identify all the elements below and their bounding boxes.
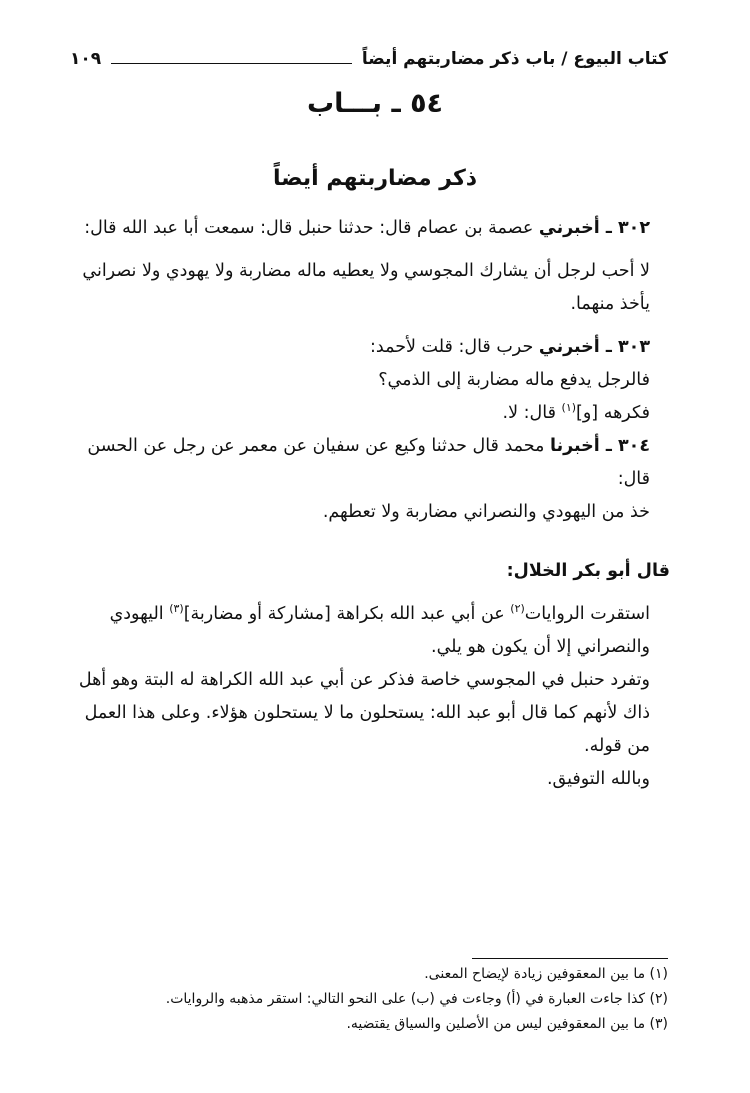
khallal-heading: قال أبو بكر الخلال: — [506, 561, 670, 581]
khallal-p1-b: عن أبي عبد الله بكراهة [مشاركة أو مضاربة] — [183, 604, 511, 624]
narration-304-quote: خذ من اليهودي والنصراني مضاربة ولا تعطهم. — [322, 502, 650, 522]
footnotes — [72, 962, 668, 1037]
narration-302-quote: لا أحب لرجل أن يشارك المجوسي ولا يعطيه ماله مضاربة ولا يهودي ولا نصراني يأخذ منهما. — [82, 261, 650, 314]
page-number: ١٠٩ — [70, 49, 102, 69]
narration-303-lead: ٣٠٣ ـ أخبرني — [538, 337, 650, 357]
khallal-paragraph-1 — [72, 598, 670, 664]
narration-302 — [72, 212, 670, 245]
narration-304-text: محمد قال حدثنا وكيع عن سفيان عن معمر عن رجل عن الحسن قال: — [87, 436, 650, 489]
narration-303 — [72, 331, 670, 364]
footnote-2: (٢) كذا جاءت العبارة في (أ) وجاءت في (ب) على النحو التالي: استقر مذهبه والروايات. — [165, 991, 668, 1007]
narration-302-text: عصمة بن عصام قال: حدثنا حنبل قال: سمعت أبا عبد الله قال: — [84, 218, 539, 238]
footnote-ref-2: (٢) — [510, 602, 525, 616]
khallal-paragraph-3: وبالله التوفيق. — [546, 769, 650, 789]
narration-303-question: فالرجل يدفع ماله مضاربة إلى الذمي؟ — [378, 370, 650, 390]
footnote-1: (١) ما بين المعقوفين زيادة لإيضاح المعنى. — [424, 966, 668, 982]
narration-303-answer — [72, 397, 670, 430]
narration-304 — [72, 430, 670, 496]
narration-303-text: حرب قال: قلت لأحمد: — [370, 337, 539, 357]
running-header — [70, 44, 668, 74]
chapter-title: ذكر مضاربتهم أيضاً — [272, 166, 478, 191]
running-title: كتاب البيوع / باب ذكر مضاربتهم أيضاً — [361, 49, 668, 69]
footnote-ref-1: (١) — [561, 401, 577, 415]
narration-304-lead: ٣٠٤ ـ أخبرنا — [550, 436, 650, 456]
footnote-3: (٣) ما بين المعقوفين ليس من الأصلين والسياق يقتضيه. — [346, 1016, 668, 1032]
khallal-paragraph-2: وتفرد حنبل في المجوسي خاصة فذكر عن أبي عبد الله الكراهة له البتة وهو أهل ذاك لأنهم كما قال أبو عبد الله: يستحلون ما لا يستحلون هؤلاء. وعلى هذا العمل من قوله. — [78, 670, 650, 756]
khallal-p1-c: اليهودي والنصراني إلا أن يكون هو يلي. — [109, 604, 650, 657]
narration-302-lead: ٣٠٢ ـ أخبرني — [538, 218, 650, 238]
footnote-rule — [472, 958, 668, 959]
narration-303-answer-a: فكرهه [و] — [576, 403, 650, 423]
main-text — [72, 212, 670, 796]
chapter-heading: ٥٤ ـ بـــاب — [306, 88, 444, 119]
narration-303-answer-b: قال: لا. — [502, 403, 562, 423]
header-rule — [111, 63, 352, 64]
khallal-p1-a: استقرت الروايات — [524, 604, 650, 624]
footnote-ref-3: (٣) — [169, 602, 184, 616]
